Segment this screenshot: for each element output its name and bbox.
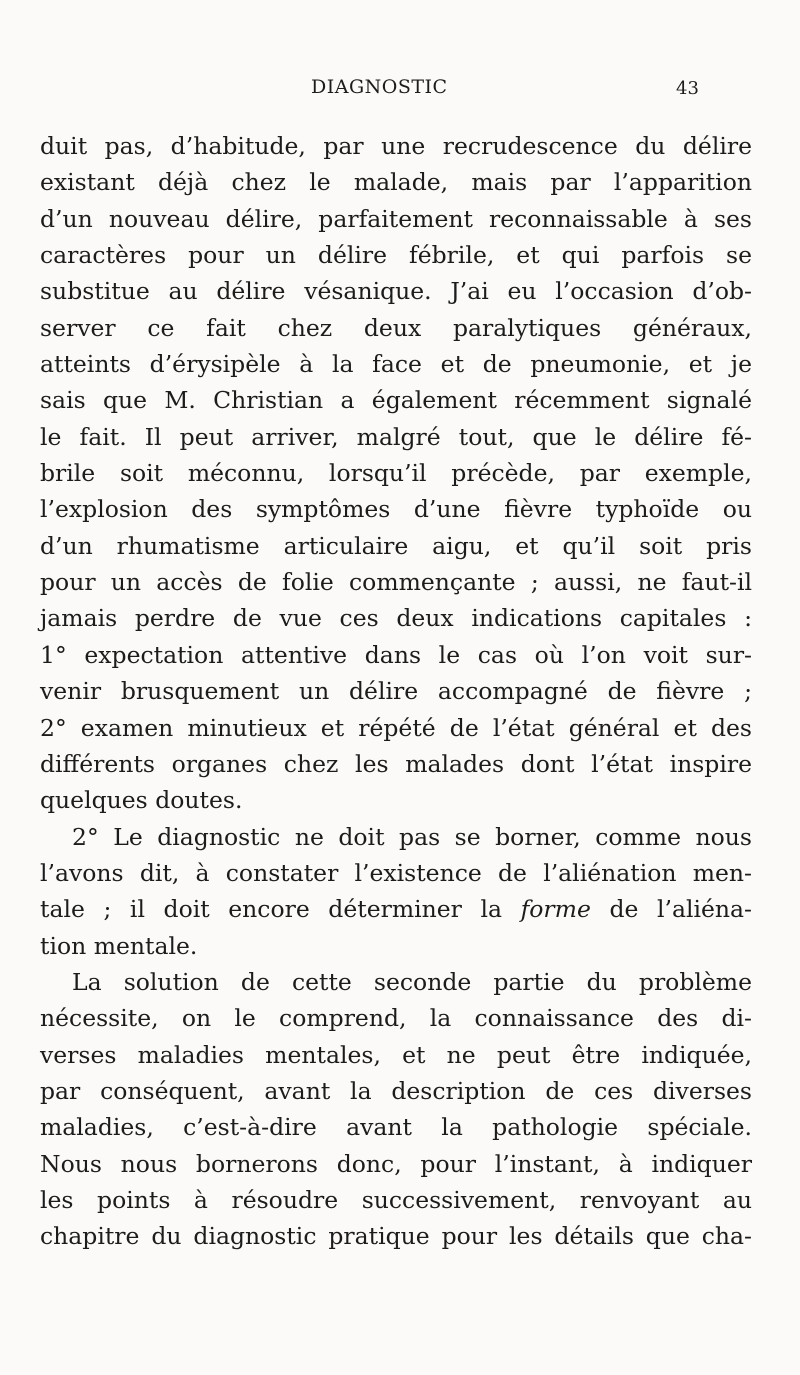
text-line: d’un nouveau délire, parfaitement reconnaissable à ses <box>40 204 752 233</box>
running-title: DIAGNOSTIC <box>311 76 448 98</box>
text-line-with-italic <box>40 891 752 927</box>
text-line: pour un accès de folie commençante ; aussi, ne faut-il <box>40 568 752 597</box>
text-line: verses maladies mentales, et ne peut être indiquée, <box>40 1040 752 1069</box>
text-line: maladies, c’est-à-dire avant la pathologie spéciale. <box>40 1113 752 1142</box>
text-line: jamais perdre de vue ces deux indications capitales : <box>40 604 752 633</box>
text-line: sais que M. Christian a également récemment signalé <box>40 386 752 415</box>
text-segment: tale ; il doit encore déterminer la <box>40 895 502 924</box>
text-line: atteints d’érysipèle à la face et de pneumonie, et je <box>40 350 752 379</box>
text-line: tion mentale. <box>40 931 198 960</box>
text-line: venir brusquement un délire accompagné de fièvre ; <box>40 677 752 706</box>
text-line: 1° expectation attentive dans le cas où l’on voit sur- <box>40 640 752 669</box>
text-line: caractères pour un délire fébrile, et qui parfois se <box>40 241 752 270</box>
text-line: par conséquent, avant la description de ces diverses <box>40 1076 752 1105</box>
text-line: les points à résoudre successivement, renvoyant au <box>40 1185 752 1214</box>
text-line: 2° Le diagnostic ne doit pas se borner, comme nous <box>72 822 752 851</box>
text-line: Nous nous bornerons donc, pour l’instant, à indiquer <box>40 1149 752 1178</box>
running-head <box>0 76 800 104</box>
text-line: nécessite, on le comprend, la connaissance des di- <box>40 1004 752 1033</box>
text-line: substitue au délire vésanique. J’ai eu l’occasion d’ob- <box>40 277 752 306</box>
text-segment: de l’aliéna- <box>609 895 752 924</box>
text-line: chapitre du diagnostic pratique pour les détails que cha- <box>40 1222 752 1251</box>
text-line: server ce fait chez deux paralytiques généraux, <box>40 313 752 342</box>
text-line: l’avons dit, à constater l’existence de l’aliénation men- <box>40 858 752 887</box>
text-line: existant déjà chez le malade, mais par l’apparition <box>40 168 752 197</box>
text-line: brile soit méconnu, lorsqu’il précède, par exemple, <box>40 459 752 488</box>
text-line: le fait. Il peut arriver, malgré tout, que le délire fé- <box>40 422 752 451</box>
text-line: d’un rhumatisme articulaire aigu, et qu’il soit pris <box>40 531 752 560</box>
text-line: quelques doutes. <box>40 786 243 815</box>
text-line: différents organes chez les malades dont l’état inspire <box>40 749 752 778</box>
text-line: 2° examen minutieux et répété de l’état général et des <box>40 713 752 742</box>
italic-term-forme: forme <box>520 895 591 924</box>
page-number: 43 <box>676 78 699 99</box>
text-line: duit pas, d’habitude, par une recrudescence du délire <box>40 132 752 160</box>
body-text <box>40 128 752 1255</box>
text-line: l’explosion des symptômes d’une fièvre typhoïde ou <box>40 495 752 524</box>
text-line: La solution de cette seconde partie du problème <box>72 967 752 996</box>
